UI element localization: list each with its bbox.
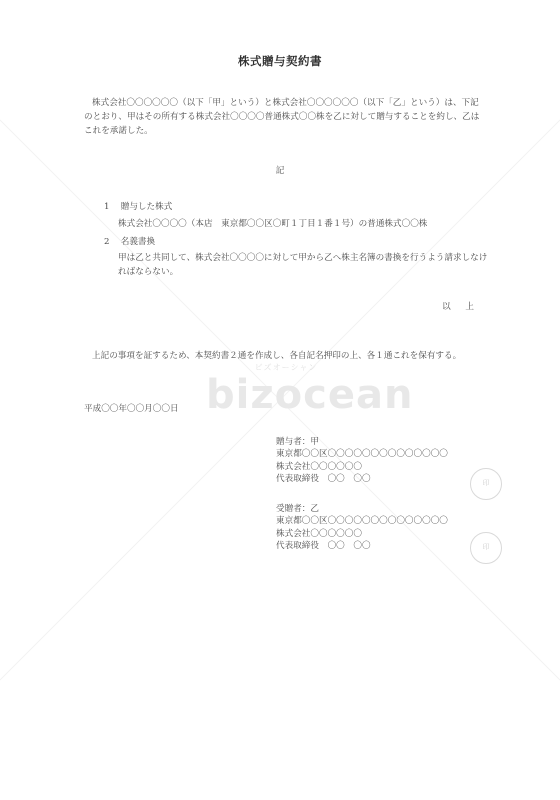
donee-company: 株式会社〇〇〇〇〇〇 bbox=[276, 528, 362, 539]
donor-address: 東京都〇〇区〇〇〇〇〇〇〇〇〇〇〇〇〇〇 bbox=[276, 449, 448, 460]
item-2-body: 甲は乙と共同して、株式会社〇〇〇〇に対して甲から乙へ株主名簿の書換を行うよう請求しなければならない。 bbox=[118, 253, 488, 277]
intro-paragraph: 株式会社〇〇〇〇〇〇（以下「甲」という）と株式会社〇〇〇〇〇〇（以下「乙」という）は、下記のとおり、甲はその所有する株式会社〇〇〇〇普通株式〇〇株を乙に対して贈与することを約し、乙はこれを承諾した。 bbox=[84, 98, 480, 136]
party-donor-block bbox=[276, 436, 448, 486]
item-1-heading bbox=[104, 201, 172, 215]
closing-paragraph: 上記の事項を証するため、本契約書２通を作成し、各自記名押印の上、各１通これを保有する。 bbox=[92, 351, 462, 361]
party-donee-block bbox=[276, 503, 448, 553]
donee-address: 東京都〇〇区〇〇〇〇〇〇〇〇〇〇〇〇〇〇 bbox=[276, 516, 448, 527]
ijo-closing-mark: 以 上 bbox=[442, 302, 480, 312]
donee-representative: 代表取締役 〇〇 〇〇 bbox=[276, 541, 371, 552]
watermark-wordmark: bizocean bbox=[206, 371, 414, 418]
donor-role: 贈与者：甲 bbox=[276, 437, 319, 447]
donor-representative: 代表取締役 〇〇 〇〇 bbox=[276, 474, 371, 485]
donee-role: 受贈者：乙 bbox=[276, 504, 319, 514]
watermark-kana: ビズオーシャン bbox=[254, 363, 318, 372]
donee-seal-icon: 印 bbox=[470, 532, 502, 564]
item-1-number: 1 bbox=[104, 202, 110, 212]
item-1-title: 贈与した株式 bbox=[120, 202, 173, 212]
document-title: 株式贈与契約書 bbox=[238, 54, 322, 68]
ki-heading: 記 bbox=[275, 166, 285, 176]
donor-company: 株式会社〇〇〇〇〇〇 bbox=[276, 461, 362, 472]
donor-seal-icon: 印 bbox=[470, 468, 502, 500]
item-2-number: 2 bbox=[104, 237, 110, 247]
item-1-body: 株式会社〇〇〇〇（本店 東京都〇〇区〇町１丁目１番１号）の普通株式〇〇株 bbox=[118, 219, 428, 229]
item-2-heading bbox=[104, 236, 155, 250]
item-2-title: 名義書換 bbox=[120, 237, 156, 247]
contract-date: 平成〇〇年〇〇月〇〇日 bbox=[84, 404, 179, 414]
